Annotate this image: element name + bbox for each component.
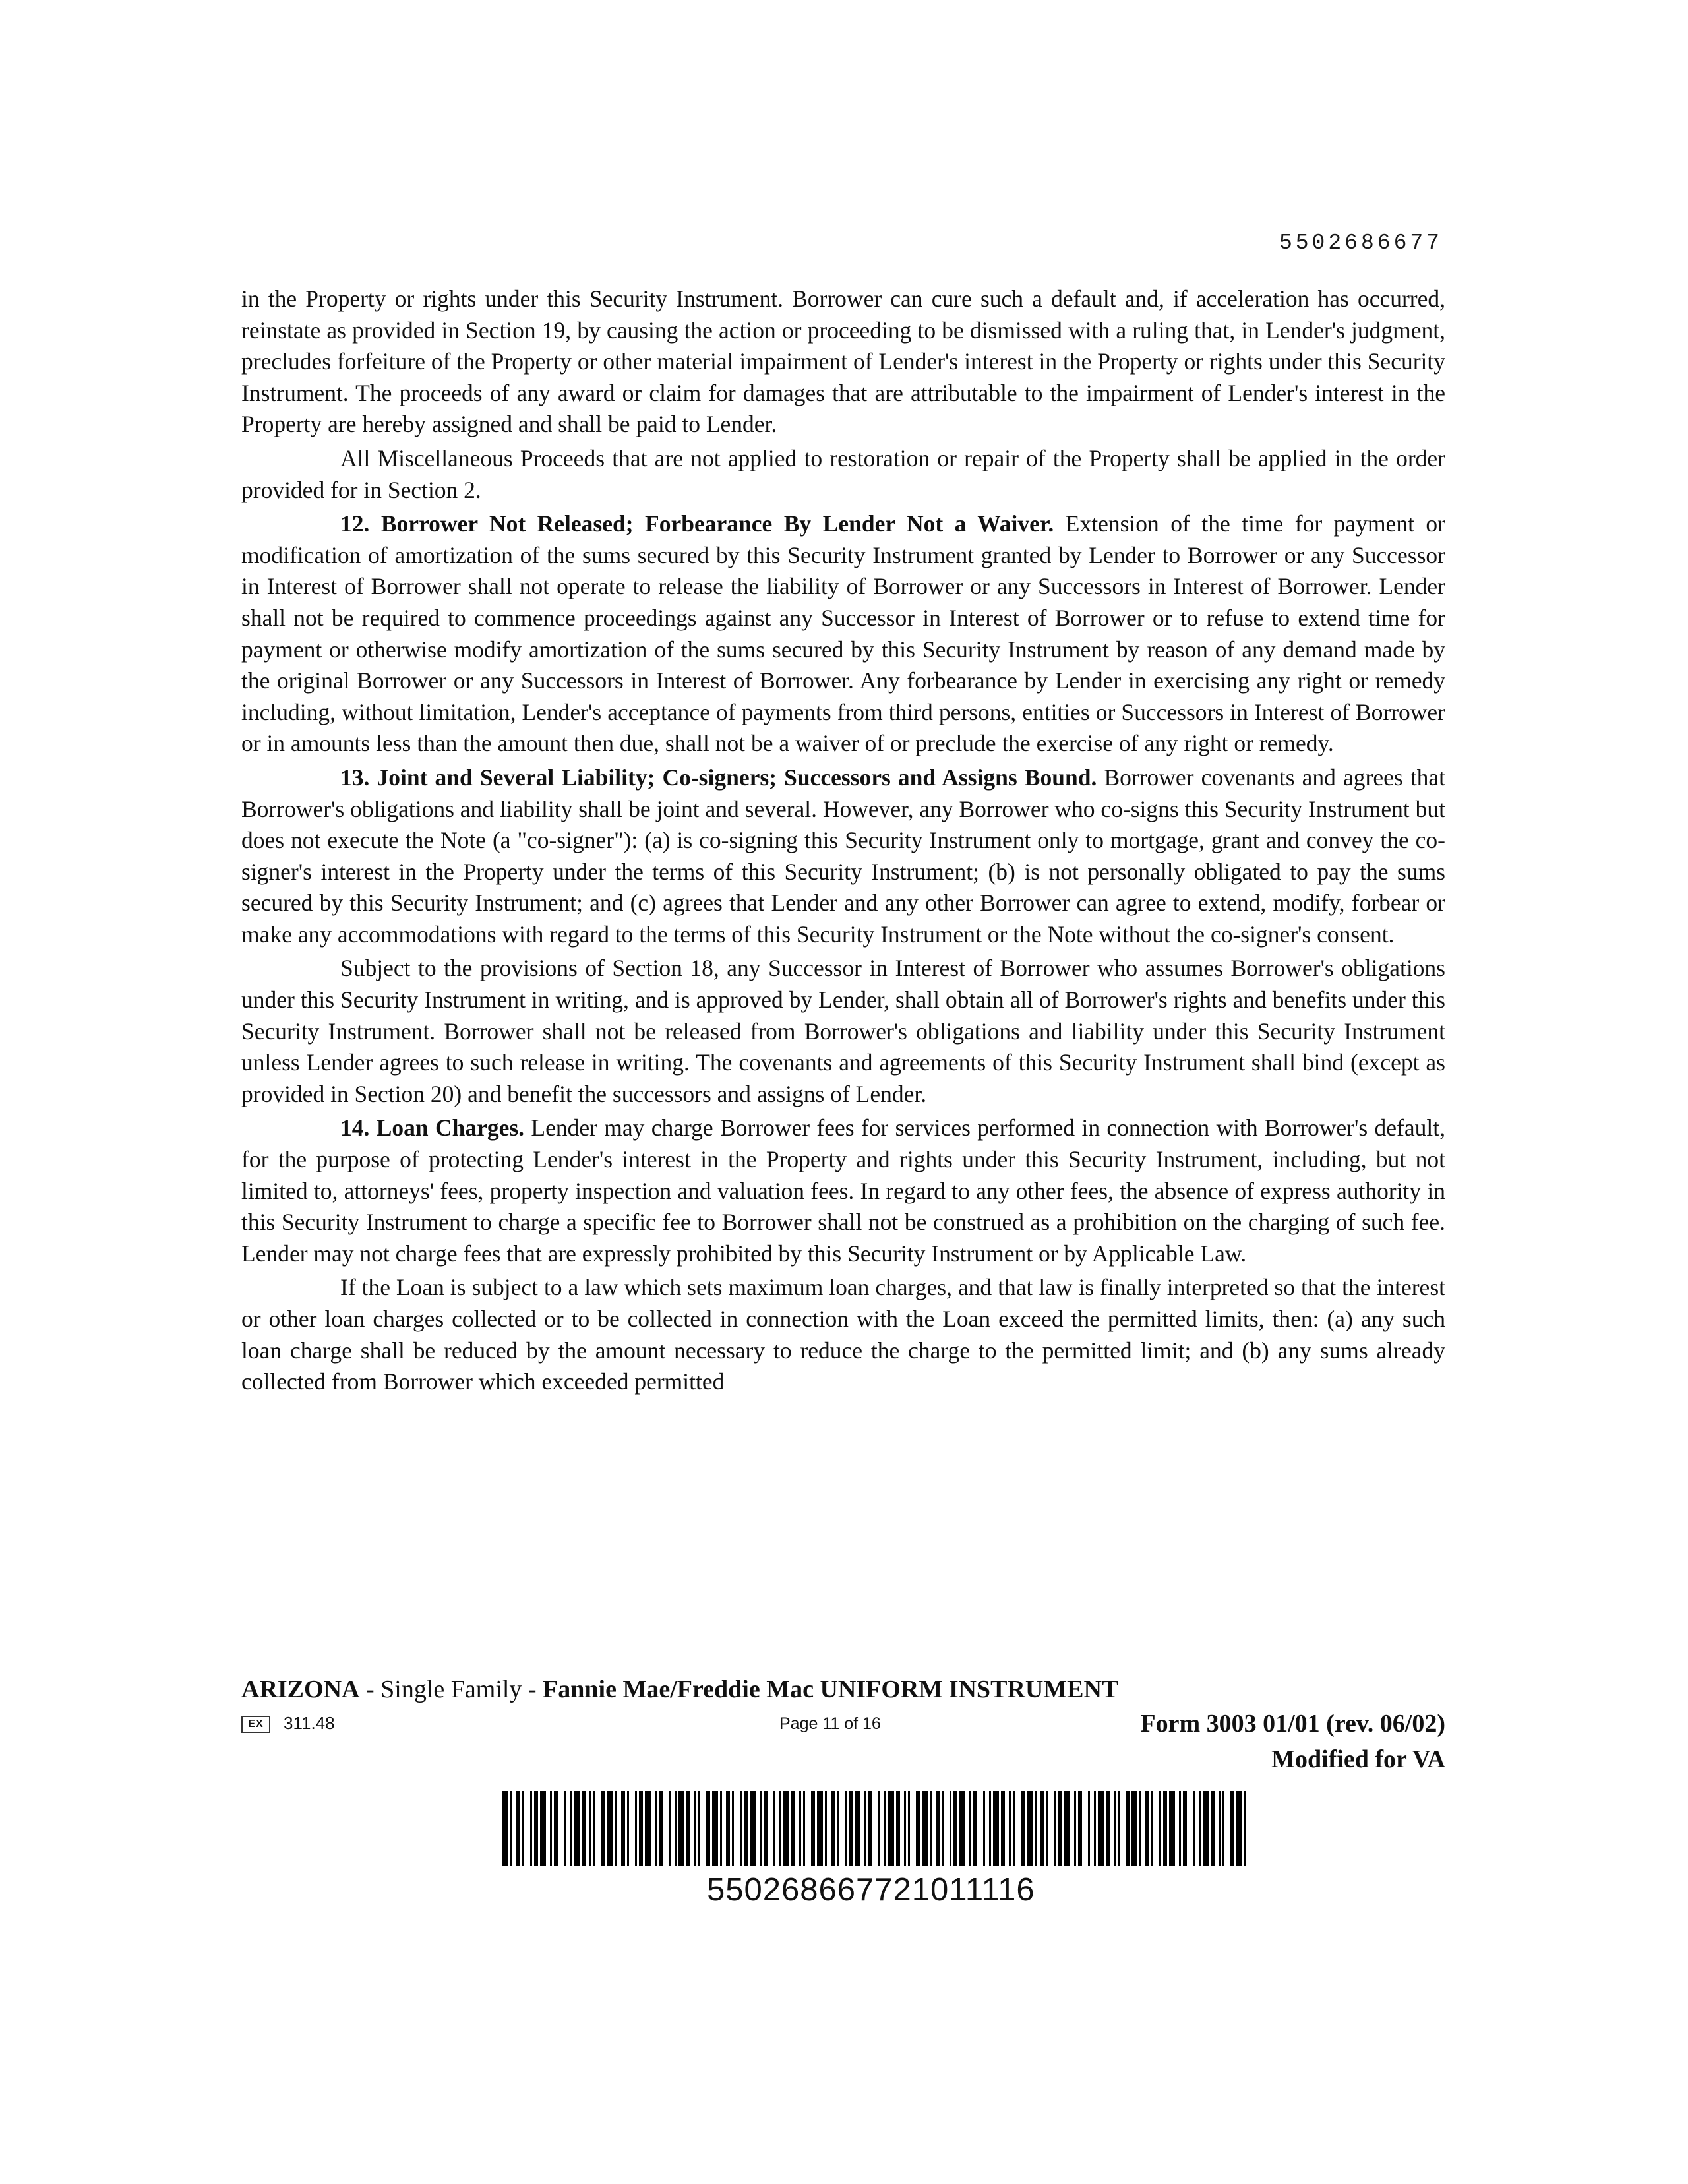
modified-for-va: Modified for VA [1271, 1745, 1445, 1773]
page-number: Page 11 of 16 [779, 1714, 881, 1733]
footer-instrument: Fannie Mae/Freddie Mac UNIFORM INSTRUMENT [543, 1676, 1119, 1703]
section-14-text: Lender may charge Borrower fees for services performed in connection with Borrower's default, for the purpose of protecting Lender's interest in the Property and rights under this Security Instrument, including, but not limited to, attorneys' fees, property inspection and valuation fees. In regard to any other fees, the absence of express authority in this Security Instrument to charge a specific fee to Borrower shall not be construed as a prohibition on the charging of such fee. Lender may not charge fees that are expressly prohibited by this Security Instrument or by Applicable Law. [241, 1114, 1445, 1267]
section-13-heading: 13. Joint and Several Liability; Co-signers; Successors and Assigns Bound. [340, 764, 1097, 791]
barcode-number: 550268667721011116 [707, 1872, 1035, 1908]
form-number: Form 3003 01/01 (rev. 06/02) [1140, 1710, 1445, 1738]
section-12-heading: 12. Borrower Not Released; Forbearance By Lender Not a Waiver. [340, 510, 1054, 537]
section-12 [241, 508, 1445, 760]
section-12-text: Extension of the time for payment or modification of amortization of the sums secured by this Security Instrument granted by Lender to Borrower or any Successor in Interest of Borrower shall not operate to release the liability of Borrower or any Successors in Interest of Borrower. Lender shall not be required to commence proceedings against any Successor in Interest of Borrower or to refuse to extend time for payment or otherwise modify amortization of the sums secured by this Security Instrument by reason of any demand made by the original Borrower or any Successors in Interest of Borrower. Any forbearance by Lender in exercising any right or remedy including, without limitation, Lender's acceptance of payments from third persons, entities or Successors in Interest of Borrower or in amounts less than the amount then due, shall not be a waiver of or preclude the exercise of any right or remedy. [241, 510, 1445, 757]
paragraph-loan-limits: If the Loan is subject to a law which sets maximum loan charges, and that law is finally interpreted so that the interest or other loan charges collected or to be collected in connection with the Loan exceed the permitted limits, then: (a) any such loan charge shall be reduced by the amount necessary to reduce the charge to the permitted limit; and (b) any sums already collected from Borrower which exceeded permitted [241, 1274, 1445, 1395]
paragraph-misc-proceeds: All Miscellaneous Proceeds that are not applied to restoration or repair of the Property shall be applied in the order provided for in Section 2. [241, 444, 1445, 503]
footer-sep: - Single Family - [359, 1676, 543, 1703]
footer-state: ARIZONA [241, 1676, 360, 1703]
document-body [241, 284, 1445, 1401]
section-14 [241, 1112, 1445, 1269]
section-13 [241, 762, 1445, 951]
footer-row [241, 1712, 1445, 1738]
form-code: 311.48 [284, 1713, 335, 1733]
ex-logo: EX [241, 1716, 270, 1733]
barcode-image [502, 1791, 1249, 1866]
loan-number: 5502686677 [1279, 231, 1443, 255]
section-14-heading: 14. Loan Charges. [340, 1114, 525, 1141]
paragraph-continuation: in the Property or rights under this Security Instrument. Borrower can cure such a default and, if acceleration has occurred, reinstate as provided in Section 19, by causing the action or proceeding to be dismissed with a ruling that, in Lender's judgment, precludes forfeiture of the Property or other material impairment of Lender's interest in the Property or rights under this Security Instrument. The proceeds of any award or claim for damages that are attributable to the impairment of Lender's interest in the Property are hereby assigned and shall be paid to Lender. [241, 286, 1445, 438]
paragraph-successors: Subject to the provisions of Section 18, any Successor in Interest of Borrower who assumes Borrower's obligations under this Security Instrument in writing, and is approved by Lender, shall obtain all of Borrower's rights and benefits under this Security Instrument. Borrower shall not be released from Borrower's obligations and liability under this Security Instrument unless Lender agrees to such release in writing. The covenants and agreements of this Security Instrument shall bind (except as provided in Section 20) and benefit the successors and assigns of Lender. [241, 955, 1445, 1107]
footer-title [241, 1675, 1118, 1704]
section-13-text: Borrower covenants and agrees that Borrower's obligations and liability shall be joint and several. However, any Borrower who co-signs this Security Instrument but does not execute the Note (a "co-signer"): (a) is co-signing this Security Instrument only to mortgage, grant and convey the co-signer's interest in the Property under the terms of this Security Instrument; (b) is not personally obligated to pay the sums secured by this Security Instrument; and (c) agrees that Lender and any other Borrower can agree to extend, modify, forbear or make any accommodations with regard to the terms of this Security Instrument or the Note without the co-signer's consent. [241, 764, 1445, 948]
